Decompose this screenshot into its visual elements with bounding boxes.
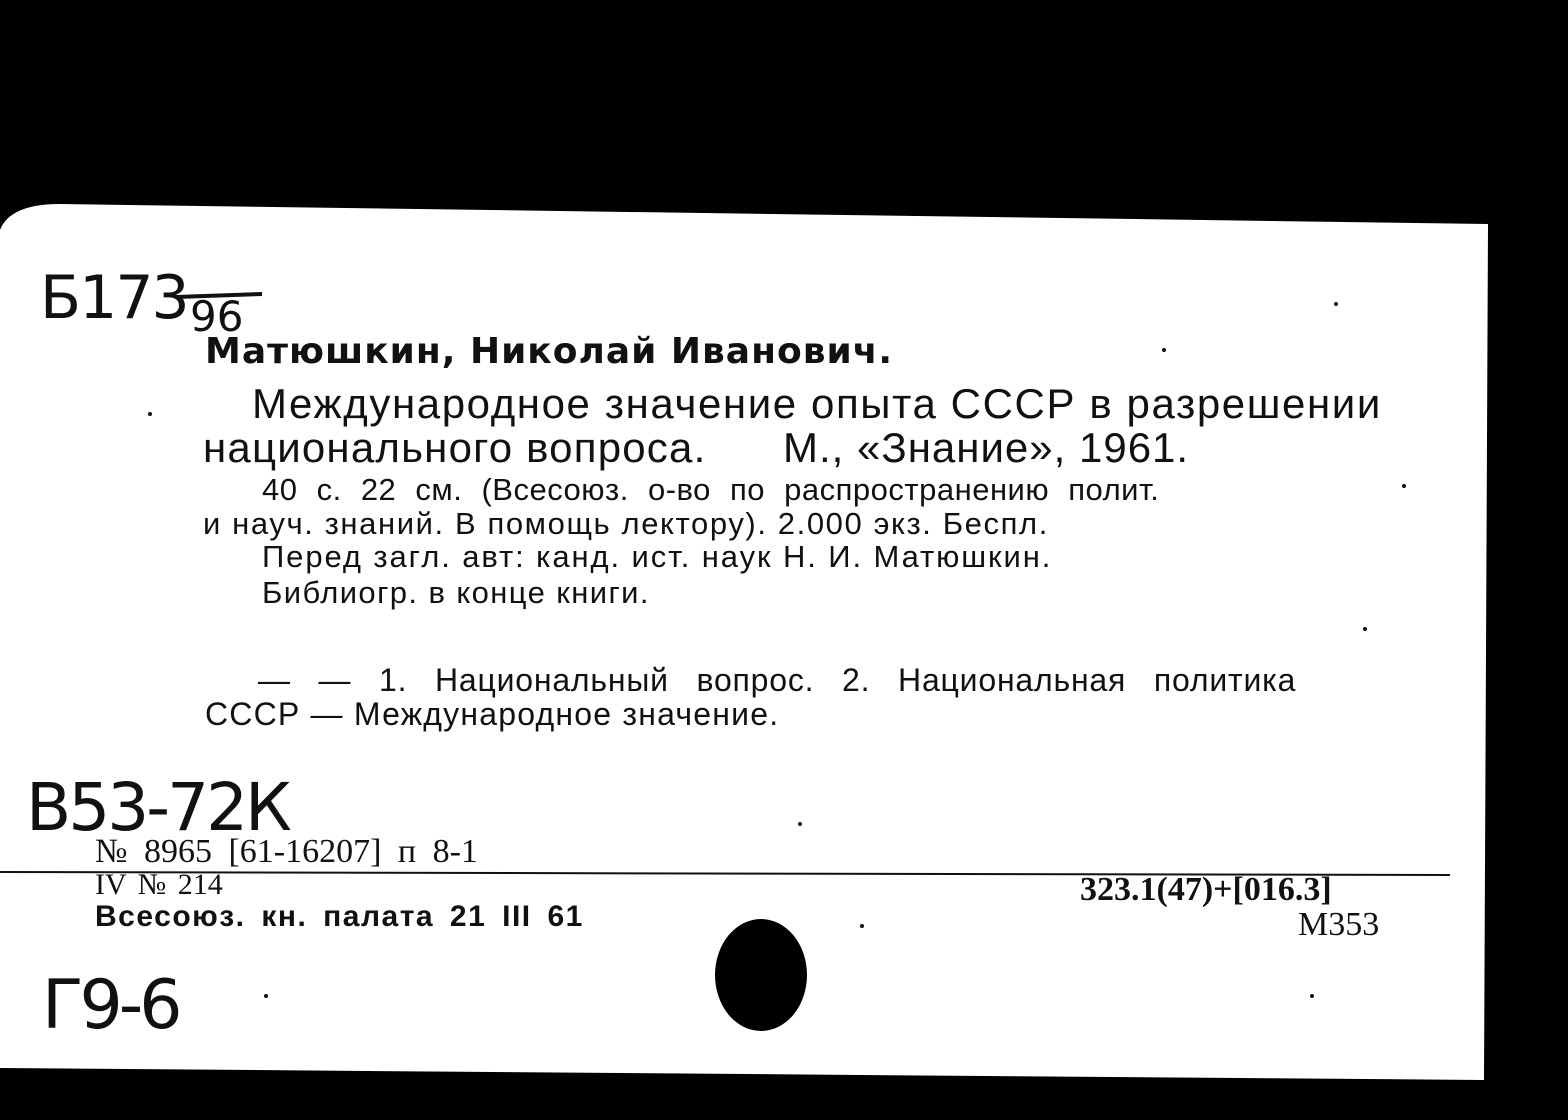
record-number: № 8965 [61-16207] п 8-1 xyxy=(95,833,478,870)
udc-classification: 323.1(47)+[016.3] xyxy=(1080,871,1332,908)
speck xyxy=(1334,302,1338,306)
speck xyxy=(148,412,152,416)
speck xyxy=(798,822,802,826)
handwritten-shelf-number: Б173 xyxy=(40,263,188,333)
title-line-2: национального вопроса. xyxy=(203,424,707,471)
handwritten-shelf-sub: 96 xyxy=(190,292,244,341)
author-mark: М353 xyxy=(1298,906,1380,943)
subjects-line-1: — — 1. Национальный вопрос. 2. Национальная политика xyxy=(258,662,1297,698)
punch-hole xyxy=(715,919,807,1031)
note-line-1: Перед загл. авт: канд. ист. наук Н. И. Матюшкин. xyxy=(262,539,1053,574)
publication-info: М., «Знание», 1961. xyxy=(783,424,1190,471)
collation-line-1: 40 с. 22 см. (Всесоюз. о-во по распространению полит. xyxy=(262,472,1160,507)
book-chamber-line: Всесоюз. кн. палата 21 III 61 xyxy=(95,900,584,933)
collation-line-2: и науч. знаний. В помощь лектору). 2.000 экз. Беспл. xyxy=(203,506,1049,541)
speck xyxy=(1162,348,1166,352)
speck xyxy=(860,924,864,928)
author-heading: Матюшкин, Николай Иванович. xyxy=(205,331,894,372)
subjects-line-2: СССР — Международное значение. xyxy=(205,696,780,732)
handwritten-bottom-code: Г9-6 xyxy=(42,966,179,1045)
speck xyxy=(264,994,268,998)
speck xyxy=(1310,994,1314,998)
title-line-1: Международное значение опыта СССР в разрешении xyxy=(252,380,1382,427)
handwritten-middle-code: В53-72К xyxy=(26,769,289,846)
speck xyxy=(1402,484,1406,488)
inventory-number: IV № 214 xyxy=(95,868,223,901)
note-line-2: Библиогр. в конце книги. xyxy=(262,575,650,610)
speck xyxy=(1363,627,1367,631)
